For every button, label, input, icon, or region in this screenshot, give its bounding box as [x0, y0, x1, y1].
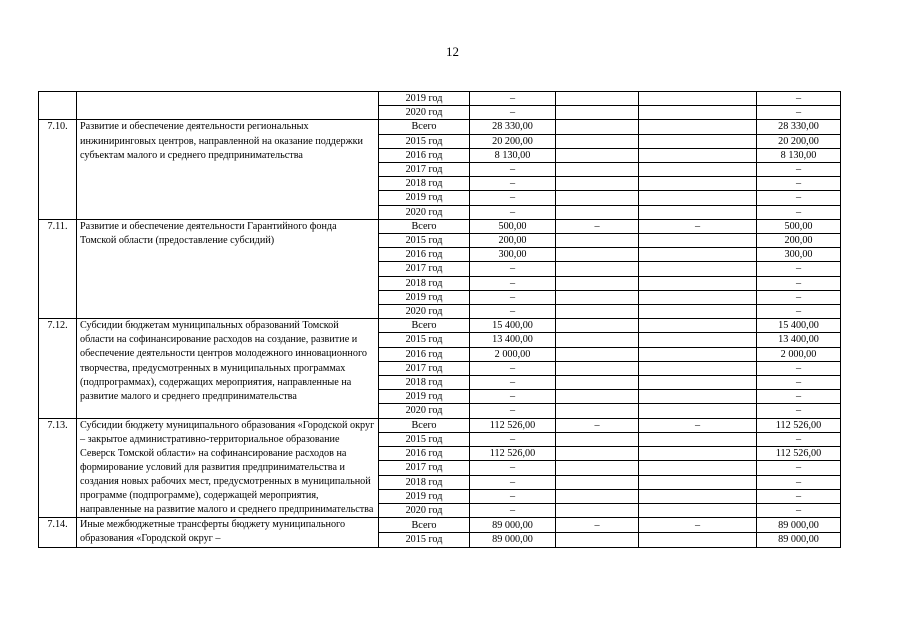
value-col-3 [639, 276, 757, 290]
value-col-4: – [757, 262, 841, 276]
value-col-3 [639, 390, 757, 404]
row-period: 2017 год [379, 361, 470, 375]
value-col-2 [556, 475, 639, 489]
table-row [39, 120, 841, 134]
value-col-3 [639, 489, 757, 503]
row-period: 2016 год [379, 447, 470, 461]
value-total: 8 130,00 [470, 148, 556, 162]
value-total: 20 200,00 [470, 134, 556, 148]
row-period: Всего [379, 120, 470, 134]
value-total: – [470, 489, 556, 503]
value-col-3 [639, 92, 757, 106]
value-total: – [470, 106, 556, 120]
value-col-3 [639, 461, 757, 475]
value-col-2 [556, 347, 639, 361]
value-col-3 [639, 319, 757, 333]
value-total: 2 000,00 [470, 347, 556, 361]
table-row [39, 219, 841, 233]
value-col-4: – [757, 504, 841, 518]
row-period: 2020 год [379, 106, 470, 120]
row-period: 2015 год [379, 234, 470, 248]
value-col-2 [556, 404, 639, 418]
value-col-3 [639, 191, 757, 205]
value-col-3 [639, 234, 757, 248]
row-period: 2015 год [379, 532, 470, 547]
row-period: Всего [379, 518, 470, 533]
value-col-3: – [639, 518, 757, 533]
value-col-2 [556, 461, 639, 475]
value-col-3 [639, 305, 757, 319]
value-col-3 [639, 163, 757, 177]
row-number: 7.14. [39, 518, 77, 547]
value-total: – [470, 191, 556, 205]
value-col-2: – [556, 518, 639, 533]
value-col-2 [556, 390, 639, 404]
value-col-3 [639, 361, 757, 375]
value-col-4: – [757, 489, 841, 503]
value-total: – [470, 163, 556, 177]
value-col-2 [556, 92, 639, 106]
value-col-2 [556, 333, 639, 347]
value-total: – [470, 461, 556, 475]
value-total: – [470, 177, 556, 191]
row-period: 2019 год [379, 489, 470, 503]
value-col-2 [556, 163, 639, 177]
value-col-2 [556, 134, 639, 148]
row-number: 7.10. [39, 120, 77, 219]
value-col-2 [556, 361, 639, 375]
value-col-2: – [556, 418, 639, 432]
row-description: Развитие и обеспечение деятельности Гарантийного фонда Томской области (предоставление субсидий) [77, 219, 379, 318]
value-col-3 [639, 148, 757, 162]
row-period: 2019 год [379, 290, 470, 304]
value-total: 200,00 [470, 234, 556, 248]
value-col-2 [556, 319, 639, 333]
value-col-4: – [757, 177, 841, 191]
row-period: 2018 год [379, 276, 470, 290]
value-col-4: – [757, 461, 841, 475]
value-col-2 [556, 106, 639, 120]
value-total: – [470, 404, 556, 418]
row-description: Субсидии бюджету муниципального образования «Городской округ – закрытое административно-территориальное образование Северск Томской области» на софинансирование расходов на формирование условий для развития предпринимательства и создания новых рабочих мест, предусмотренных в муниципальной программе (подпрограмме), содержащей мероприятия, направленные на развитие малого и среднего предпринимательства [77, 418, 379, 518]
value-col-3 [639, 134, 757, 148]
value-total: 112 526,00 [470, 447, 556, 461]
row-period: Всего [379, 319, 470, 333]
value-total: 28 330,00 [470, 120, 556, 134]
value-col-2 [556, 276, 639, 290]
value-col-4: – [757, 290, 841, 304]
value-col-4: – [757, 404, 841, 418]
value-total: 500,00 [470, 219, 556, 233]
value-col-3 [639, 205, 757, 219]
value-col-4: – [757, 92, 841, 106]
row-period: 2016 год [379, 248, 470, 262]
row-number [39, 92, 77, 120]
value-col-4: 2 000,00 [757, 347, 841, 361]
value-col-3: – [639, 418, 757, 432]
value-total: – [470, 432, 556, 446]
value-col-3 [639, 447, 757, 461]
row-period: 2019 год [379, 92, 470, 106]
row-number: 7.11. [39, 219, 77, 318]
value-total: 89 000,00 [470, 518, 556, 533]
row-period: Всего [379, 219, 470, 233]
value-col-2 [556, 262, 639, 276]
table-row [39, 418, 841, 432]
row-description [77, 92, 379, 120]
value-col-4: 112 526,00 [757, 418, 841, 432]
value-col-3 [639, 432, 757, 446]
row-period: 2016 год [379, 148, 470, 162]
value-total: – [470, 92, 556, 106]
value-col-3 [639, 504, 757, 518]
budget-table [38, 91, 841, 548]
value-col-2: – [556, 219, 639, 233]
row-period: 2019 год [379, 191, 470, 205]
value-col-4: 300,00 [757, 248, 841, 262]
row-description: Развитие и обеспечение деятельности региональных инжиниринговых центров, направленной на оказание поддержки субъектам малого и среднего предпринимательства [77, 120, 379, 219]
value-col-3 [639, 347, 757, 361]
row-period: 2020 год [379, 504, 470, 518]
row-period: 2018 год [379, 475, 470, 489]
row-period: 2018 год [379, 177, 470, 191]
value-col-4: – [757, 163, 841, 177]
page-number: 12 [446, 44, 459, 59]
value-col-2 [556, 504, 639, 518]
value-col-2 [556, 120, 639, 134]
value-col-2 [556, 205, 639, 219]
value-col-4: – [757, 106, 841, 120]
value-col-4: 20 200,00 [757, 134, 841, 148]
value-col-4: – [757, 205, 841, 219]
value-col-2 [556, 532, 639, 547]
value-col-2 [556, 305, 639, 319]
value-total: 300,00 [470, 248, 556, 262]
row-period: 2015 год [379, 432, 470, 446]
row-period: 2018 год [379, 376, 470, 390]
value-total: 13 400,00 [470, 333, 556, 347]
row-period: 2020 год [379, 305, 470, 319]
value-total: 112 526,00 [470, 418, 556, 432]
value-col-2 [556, 148, 639, 162]
value-col-3 [639, 376, 757, 390]
value-col-2 [556, 191, 639, 205]
value-col-2 [556, 489, 639, 503]
value-col-4: – [757, 390, 841, 404]
value-col-3 [639, 475, 757, 489]
value-total: – [470, 361, 556, 375]
value-col-3 [639, 120, 757, 134]
value-col-3: – [639, 219, 757, 233]
row-number: 7.12. [39, 319, 77, 418]
value-col-2 [556, 432, 639, 446]
value-col-4: 500,00 [757, 219, 841, 233]
value-col-4: – [757, 276, 841, 290]
value-col-3 [639, 404, 757, 418]
value-col-4: – [757, 432, 841, 446]
value-col-4: 112 526,00 [757, 447, 841, 461]
value-col-3 [639, 333, 757, 347]
value-total: – [470, 205, 556, 219]
value-col-4: – [757, 376, 841, 390]
value-col-4: 15 400,00 [757, 319, 841, 333]
value-col-2 [556, 447, 639, 461]
value-total: – [470, 290, 556, 304]
value-col-3 [639, 248, 757, 262]
value-col-3 [639, 532, 757, 547]
value-total: – [470, 262, 556, 276]
row-period: 2020 год [379, 205, 470, 219]
row-description: Иные межбюджетные трансферты бюджету муниципального образования «Городской округ – [77, 518, 379, 547]
value-col-2 [556, 234, 639, 248]
value-col-4: 8 130,00 [757, 148, 841, 162]
row-description: Субсидии бюджетам муниципальных образований Томской области на софинансирование расходов на создание, развитие и обеспечение деятельности центров молодежного инновационного творчества, предусмотренных в муниципальных программах (подпрограммах), содержащих мероприятия, направленные на развитие малого и среднего предпринимательства [77, 319, 379, 418]
value-col-2 [556, 248, 639, 262]
row-period: 2015 год [379, 333, 470, 347]
table-row [39, 319, 841, 333]
value-total: – [470, 504, 556, 518]
row-period: Всего [379, 418, 470, 432]
value-col-2 [556, 290, 639, 304]
value-total: – [470, 475, 556, 489]
row-period: 2017 год [379, 461, 470, 475]
value-col-3 [639, 177, 757, 191]
row-period: 2016 год [379, 347, 470, 361]
value-col-2 [556, 376, 639, 390]
value-col-3 [639, 106, 757, 120]
value-col-2 [556, 177, 639, 191]
value-col-4: – [757, 475, 841, 489]
value-col-4: – [757, 191, 841, 205]
value-col-4: – [757, 361, 841, 375]
value-col-4: 89 000,00 [757, 532, 841, 547]
value-col-4: 13 400,00 [757, 333, 841, 347]
value-total: – [470, 276, 556, 290]
row-period: 2020 год [379, 404, 470, 418]
value-col-4: 200,00 [757, 234, 841, 248]
budget-table-body [39, 92, 841, 548]
row-period: 2019 год [379, 390, 470, 404]
value-col-3 [639, 262, 757, 276]
row-period: 2017 год [379, 163, 470, 177]
value-col-4: 28 330,00 [757, 120, 841, 134]
row-period: 2015 год [379, 134, 470, 148]
value-total: – [470, 390, 556, 404]
row-period: 2017 год [379, 262, 470, 276]
table-row [39, 92, 841, 106]
value-col-4: 89 000,00 [757, 518, 841, 533]
value-total: – [470, 305, 556, 319]
value-col-4: – [757, 305, 841, 319]
value-total: – [470, 376, 556, 390]
table-row [39, 518, 841, 533]
value-col-3 [639, 290, 757, 304]
row-number: 7.13. [39, 418, 77, 518]
value-total: 89 000,00 [470, 532, 556, 547]
value-total: 15 400,00 [470, 319, 556, 333]
